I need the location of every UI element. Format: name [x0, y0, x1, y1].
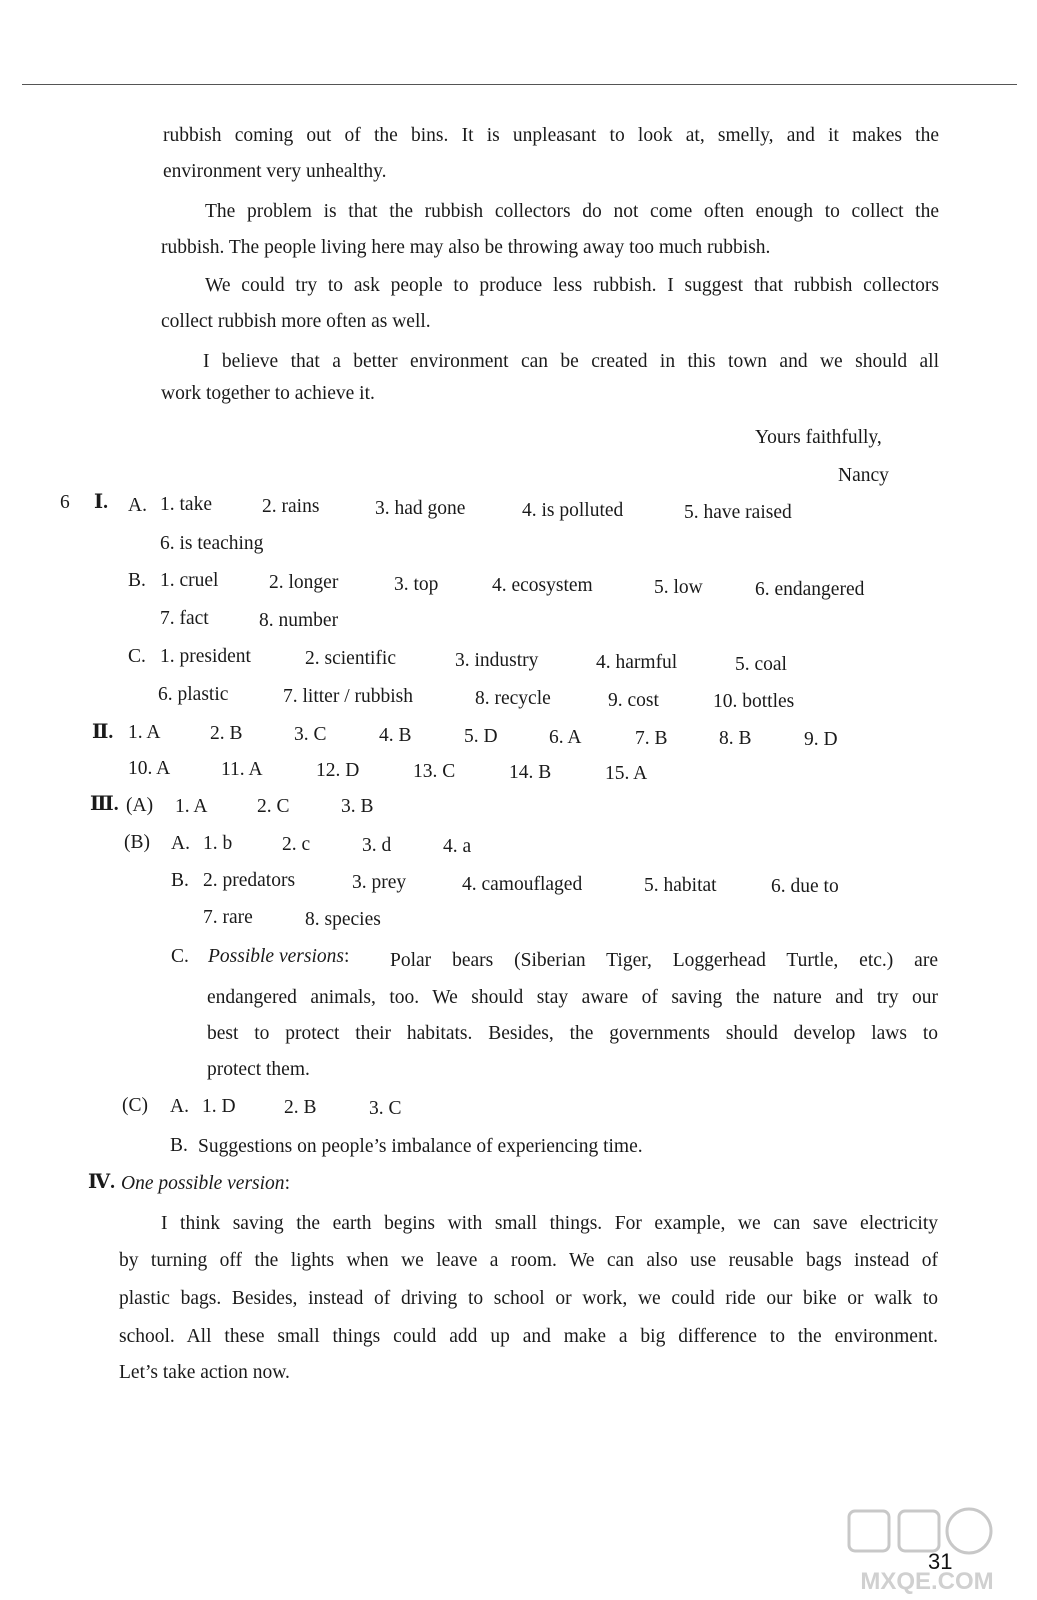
answer-item: 7. litter / rubbish	[283, 686, 413, 707]
part-label: B.	[128, 570, 146, 591]
part-label: B.	[171, 870, 189, 891]
answer-item: 12. D	[316, 760, 360, 781]
part-label: C.	[171, 946, 189, 967]
part-label: A.	[128, 495, 147, 516]
part-label: A.	[171, 833, 190, 854]
answer-item: 1. b	[203, 833, 233, 854]
watermark-text: MXQE.COM	[860, 1568, 994, 1595]
answer-item: 5. coal	[735, 654, 787, 675]
answer-item: 8. recycle	[475, 688, 551, 709]
answer-item: 3. top	[394, 574, 439, 595]
possible-versions-heading: Possible versions:	[208, 946, 350, 967]
answer-item: 9. cost	[608, 690, 659, 711]
letter-line: rubbish coming out of the bins. It is unpleasant to look at, smelly, and it makes the	[163, 125, 939, 146]
subsection-label: (A)	[126, 795, 154, 816]
answer-item: 1. cruel	[160, 570, 219, 591]
answer-item: 2. c	[282, 834, 311, 855]
answer-item: 3. C	[369, 1098, 402, 1119]
answer-item: 5. have raised	[684, 502, 792, 523]
section-label: Ⅲ.	[90, 794, 119, 815]
essay-line: endangered animals, too. We should stay aware of saving the nature and try our	[207, 987, 938, 1008]
answer-item: 6. plastic	[158, 684, 229, 705]
letter-signature: Nancy	[838, 465, 889, 486]
answer-item: 1. D	[202, 1096, 236, 1117]
part-label: C.	[128, 646, 146, 667]
watermark-logo	[837, 1503, 1017, 1598]
section-label: Ⅳ.	[88, 1172, 116, 1193]
letter-line: work together to achieve it.	[161, 383, 375, 404]
answer-item: 10. bottles	[713, 691, 795, 712]
answer-item: 7. fact	[160, 608, 209, 629]
section-label: Ⅰ.	[94, 492, 108, 513]
answer-item: 3. industry	[455, 650, 539, 671]
answer-item: 2. predators	[203, 870, 296, 891]
essay-line: plastic bags. Besides, instead of driving to school or work, we could ride our bike or walk to	[119, 1288, 938, 1309]
answer-item: 3. had gone	[375, 498, 466, 519]
letter-line: The problem is that the rubbish collectors do not come often enough to collect the	[205, 201, 939, 222]
page-number: 31	[928, 1549, 953, 1574]
essay-line: Let’s take action now.	[119, 1362, 290, 1383]
answer-item: 14. B	[509, 762, 552, 783]
answer-item: 7. rare	[203, 907, 253, 928]
answer-item: 2. longer	[269, 572, 339, 593]
answer-item: 6. is teaching	[160, 533, 264, 554]
answer-text: Suggestions on people’s imbalance of experiencing time.	[198, 1136, 643, 1157]
answer-item: 4. is polluted	[522, 500, 624, 521]
answer-item: 5. D	[464, 726, 498, 747]
answer-item: 13. C	[413, 761, 456, 782]
answer-item: 8. number	[259, 610, 339, 631]
answer-item: 9. D	[804, 729, 838, 750]
answer-item: 4. ecosystem	[492, 575, 593, 596]
answer-item: 8. B	[719, 728, 752, 749]
essay-line: best to protect their habitats. Besides, the governments should develop laws to	[207, 1023, 938, 1044]
letter-line: rubbish. The people living here may also be throwing away too much rubbish.	[161, 237, 771, 258]
answer-item: 1. president	[160, 646, 251, 667]
answer-item: 1. take	[160, 494, 212, 515]
answer-item: 2. rains	[262, 496, 320, 517]
answer-item: 8. species	[305, 909, 381, 930]
answer-item: 4. B	[379, 725, 412, 746]
answer-item: 6. due to	[771, 876, 839, 897]
answer-item: 3. d	[362, 835, 392, 856]
section-label: Ⅱ.	[92, 722, 114, 743]
answer-item: 4. a	[443, 836, 472, 857]
subsection-label: (B)	[124, 832, 150, 853]
answer-item: 2. B	[210, 723, 243, 744]
unit-number: 6	[60, 492, 70, 513]
answer-item: 6. endangered	[755, 579, 865, 600]
part-label: B.	[170, 1135, 188, 1156]
letter-line: collect rubbish more often as well.	[161, 311, 431, 332]
essay-line: Polar bears (Siberian Tiger, Loggerhead Turtle, etc.) are	[390, 950, 938, 971]
answer-item: 10. A	[128, 758, 171, 779]
answer-item: 15. A	[605, 763, 648, 784]
answer-item: 2. C	[257, 796, 290, 817]
subsection-label: (C)	[122, 1095, 148, 1116]
letter-line: I believe that a better environment can be created in this town and we should all	[203, 351, 939, 372]
letter-line: We could try to ask people to produce less rubbish. I suggest that rubbish collectors	[205, 275, 939, 296]
possible-version-heading: One possible version:	[121, 1173, 290, 1194]
letter-closing: Yours faithfully,	[755, 427, 882, 448]
essay-line: school. All these small things could add up and make a big difference to the environment.	[119, 1326, 938, 1347]
essay-line: protect them.	[207, 1059, 310, 1080]
answer-item: 6. A	[549, 727, 582, 748]
answer-item: 3. B	[341, 796, 374, 817]
answer-item: 3. C	[294, 724, 327, 745]
answer-item: 3. prey	[352, 872, 407, 893]
answer-item: 1. A	[128, 722, 161, 743]
letter-line: environment very unhealthy.	[163, 161, 387, 182]
header-rule	[22, 84, 1017, 85]
answer-item: 1. A	[175, 796, 208, 817]
answer-item: 4. harmful	[596, 652, 678, 673]
answer-item: 11. A	[221, 759, 263, 780]
essay-line: by turning off the lights when we leave a room. We can also use reusable bags instead of	[119, 1250, 938, 1271]
answer-item: 5. low	[654, 577, 703, 598]
part-label: A.	[170, 1096, 189, 1117]
answer-item: 2. B	[284, 1097, 317, 1118]
answer-item: 5. habitat	[644, 875, 717, 896]
answer-item: 7. B	[635, 728, 668, 749]
answer-item: 4. camouflaged	[462, 874, 583, 895]
answer-item: 2. scientific	[305, 648, 396, 669]
essay-line: I think saving the earth begins with small things. For example, we can save electricity	[161, 1213, 938, 1234]
